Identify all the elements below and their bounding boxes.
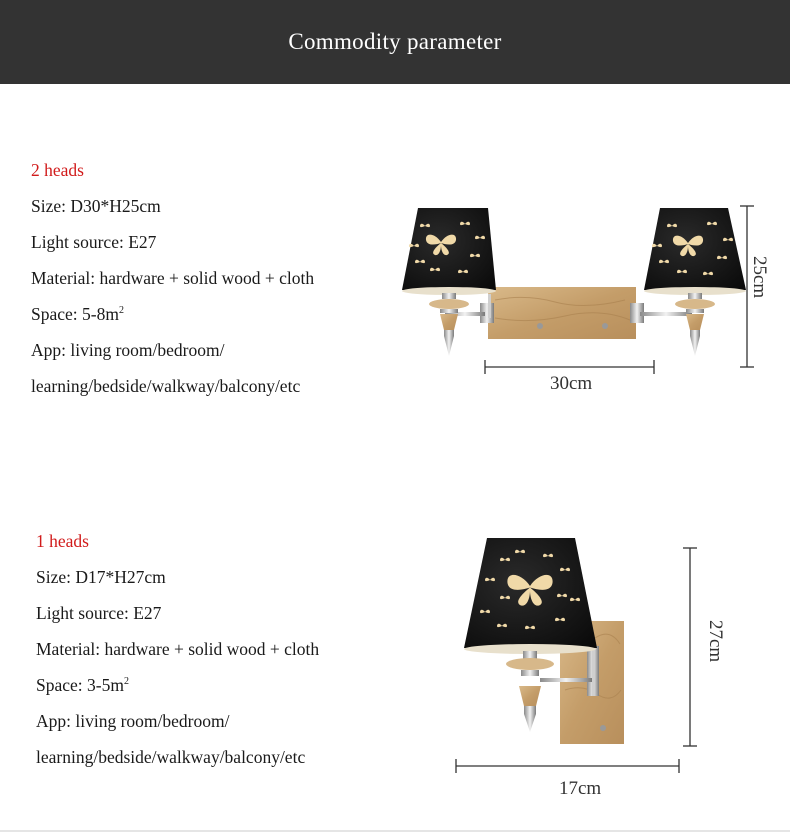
spec-light-source: Light source: E27 bbox=[31, 232, 157, 252]
width-label: 17cm bbox=[559, 778, 602, 799]
one-head-lamp-image bbox=[456, 538, 726, 799]
spec-light-source: Light source: E27 bbox=[36, 603, 162, 623]
spec-material: Material: hardware + solid wood + cloth bbox=[36, 639, 320, 659]
width-dimension bbox=[456, 759, 679, 773]
space-superscript: 2 bbox=[118, 305, 124, 316]
width-label: 30cm bbox=[550, 373, 593, 394]
spec-title: 2 heads bbox=[31, 160, 84, 180]
right-lamp-head bbox=[644, 208, 746, 356]
height-dimension bbox=[683, 548, 697, 746]
spec-space: Space: $5-8m^2$ bbox=[31, 304, 124, 324]
spec-size: Size: D30*H25cm bbox=[31, 196, 161, 216]
header-title: Commodity parameter bbox=[288, 29, 502, 54]
page-divider bbox=[0, 830, 790, 832]
spec-app-line2: learning/bedside/walkway/balcony/etc bbox=[36, 747, 306, 767]
height-label: 27cm bbox=[705, 620, 726, 663]
spec-title: 1 heads bbox=[36, 531, 89, 551]
spec-app-line1: App: living room/bedroom/ bbox=[36, 711, 230, 731]
height-label: 25cm bbox=[749, 256, 770, 299]
wood-plate bbox=[488, 287, 636, 339]
spec-space: Space: $3-5m^2$ bbox=[36, 675, 129, 695]
width-dimension bbox=[485, 360, 654, 374]
two-head-lamp-image bbox=[402, 206, 770, 394]
space-superscript: 2 bbox=[123, 676, 129, 687]
left-lamp-head bbox=[402, 208, 496, 356]
spec-size: Size: D17*H27cm bbox=[36, 567, 166, 587]
spec-material: Material: hardware + solid wood + cloth bbox=[31, 268, 315, 288]
spec-app-line2: learning/bedside/walkway/balcony/etc bbox=[31, 376, 301, 396]
spec-app-line1: App: living room/bedroom/ bbox=[31, 340, 225, 360]
